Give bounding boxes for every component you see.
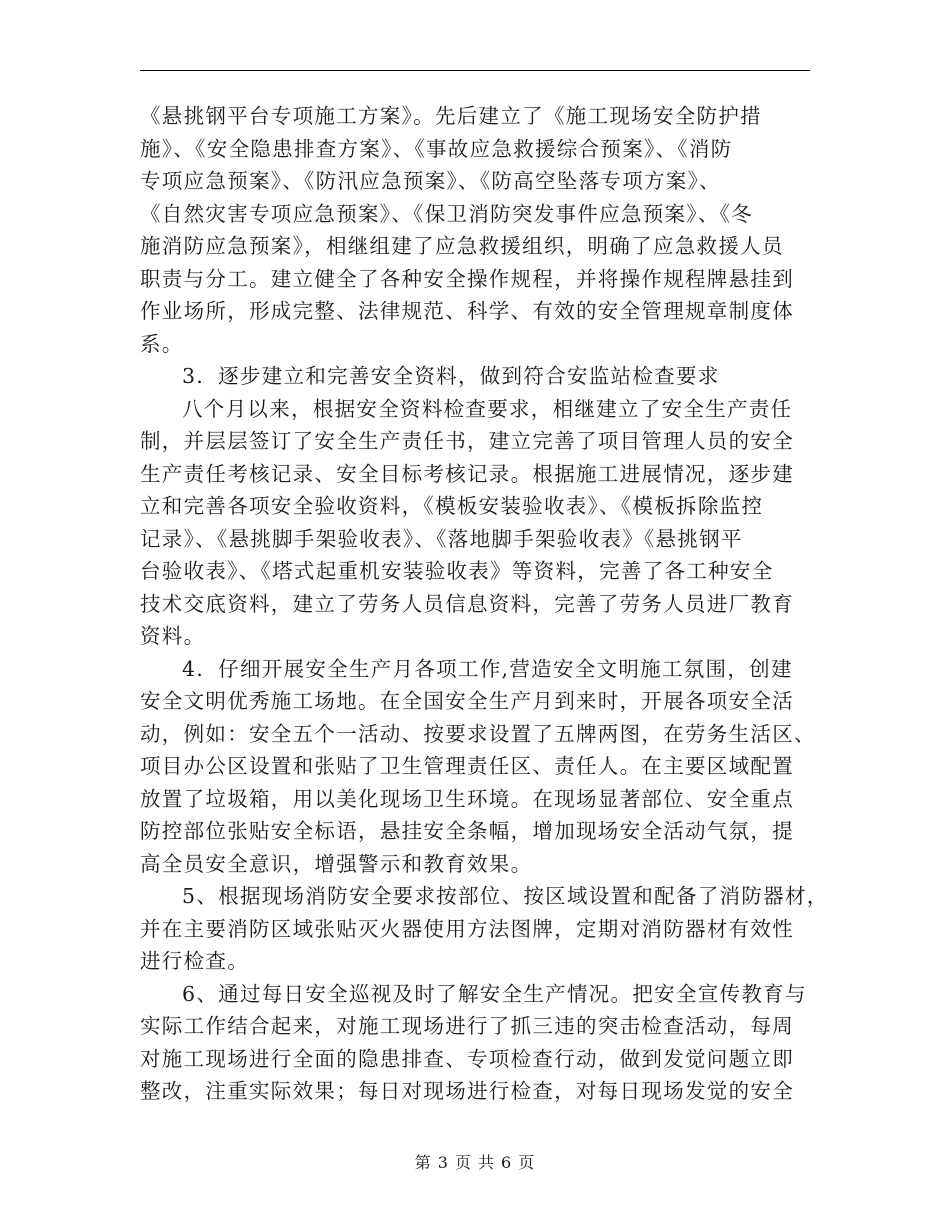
text-line: 立和完善各项安全验收资料，《模板安装验收表》、《模板拆除监控 — [140, 494, 764, 518]
text-line: 台验收表》、《塔式起重机安装验收表》等资料，完善了各工种安全 — [140, 559, 774, 583]
text-line: 《自然灾害专项应急预案》、《保卫消防突发事件应急预案》、《冬 — [140, 201, 753, 226]
text-line: 防控部位张贴安全标语，悬挂安全条幅，增加现场安全活动气氛，提 — [140, 819, 794, 843]
text-line: 4．仔细开展安全生产月各项工作,营造安全文明施工氛围，创建 — [182, 656, 793, 681]
text-line: 作业场所，形成完整、法律规范、科学、有效的安全管理规章制度体 — [140, 299, 794, 323]
text-line: 6、通过每日安全巡视及时了解安全生产情况。把安全宣传教育与 — [182, 981, 807, 1006]
text-line: 制，并层层签订了安全生产责任书，建立完善了项目管理人员的安全 — [140, 429, 794, 453]
text-line: 八个月以来，根据安全资料检查要求，相继建立了安全生产责任 — [182, 396, 793, 421]
text-line: 项目办公区设置和张贴了卫生管理责任区、责任人。在主要区域配置 — [140, 754, 794, 778]
header-rule — [140, 70, 810, 71]
text-line: 动，例如：安全五个一活动、按要求设置了五牌两图，在劳务生活区、 — [140, 721, 816, 746]
text-line: 生产责任考核记录、安全目标考核记录。根据施工进展情况，逐步建 — [140, 461, 794, 486]
section-heading: 3．逐步建立和完善安全资料，做到符合安监站检查要求 — [182, 364, 720, 388]
text-line: 施》、《安全隐患排查方案》、《事故应急救援综合预案》、《消防 — [140, 136, 733, 161]
footer-prefix: 第 — [414, 1153, 432, 1172]
footer-middle: 页 共 — [454, 1153, 496, 1172]
text-line: 进行检查。 — [140, 949, 249, 973]
text-line: 系。 — [140, 331, 184, 356]
text-line: 专项应急预案》、《防汛应急预案》、《防高空坠落专项方案》、 — [140, 169, 721, 193]
text-line: 对施工现场进行全面的隐患排查、专项检查行动，做到发觉问题立即 — [140, 1046, 794, 1071]
page-footer — [0, 1150, 950, 1173]
text-line: 《悬挑钢平台专项施工方案》。先后建立了《施工现场安全防护措 — [140, 104, 762, 128]
text-line: 职责与分工。建立健全了各种安全操作规程，并将操作规程牌悬挂到 — [140, 266, 794, 291]
text-line: 施消防应急预案》，相继组建了应急救援组织，明确了应急救援人员 — [140, 234, 784, 258]
text-line: 资料。 — [140, 624, 206, 648]
text-line: 并在主要消防区域张贴灭火器使用方法图牌，定期对消防器材有效性 — [140, 916, 794, 941]
text-line: 整改，注重实际效果；每日对现场进行检查，对每日现场发觉的安全 — [140, 1079, 794, 1103]
text-line: 记录》、《悬挑脚手架验收表》、《落地脚手架验收表》《悬挑钢平 — [140, 526, 743, 551]
text-line: 高全员安全意识，增强警示和教育效果。 — [140, 851, 533, 876]
text-line: 放置了垃圾箱，用以美化现场卫生环境。在现场显著部位、安全重点 — [140, 786, 794, 811]
text-line: 技术交底资料，建立了劳务人员信息资料，完善了劳务人员进厂教育 — [140, 591, 794, 616]
footer-suffix: 页 — [518, 1153, 536, 1172]
text-line: 安全文明优秀施工场地。在全国安全生产月到来时，开展各项安全活 — [140, 689, 794, 713]
page-number: 3 — [437, 1153, 449, 1172]
text-line: 5、根据现场消防安全要求按部位、按区域设置和配备了消防器材， — [182, 884, 829, 908]
text-line: 实际工作结合起来，对施工现场进行了抓三违的突击检查活动，每周 — [140, 1014, 794, 1038]
document-body — [140, 100, 829, 1108]
page-total: 6 — [501, 1153, 513, 1172]
